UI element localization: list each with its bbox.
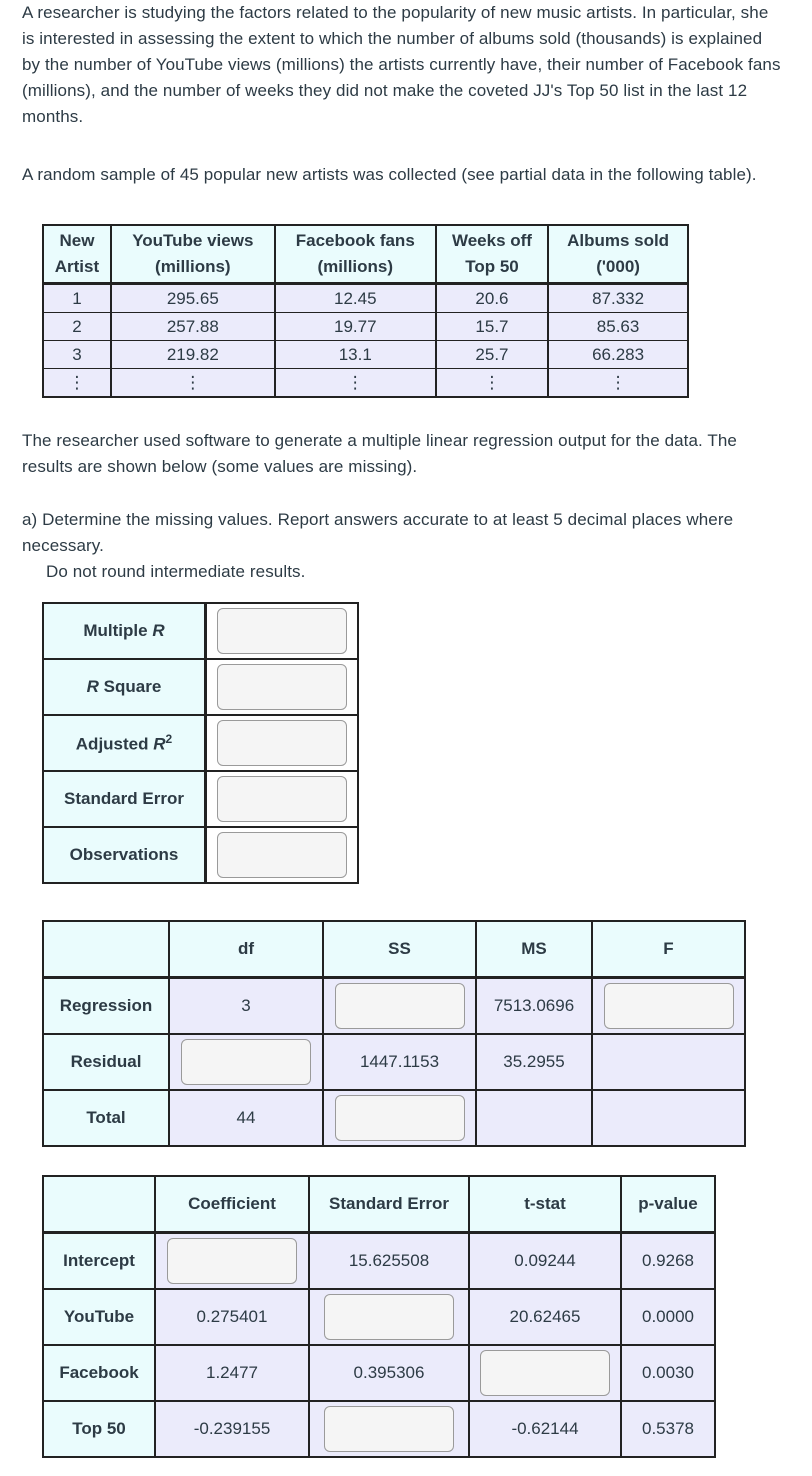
regression-label: Regression xyxy=(43,978,169,1035)
standard-error-input[interactable] xyxy=(217,776,347,822)
youtube-se-cell xyxy=(309,1289,469,1345)
total-label: Total xyxy=(43,1090,169,1146)
facebook-label: Facebook xyxy=(43,1345,155,1401)
table-row xyxy=(43,313,688,341)
header-line: Top 50 xyxy=(465,257,519,276)
header-line: (millions) xyxy=(317,257,394,276)
anova-header-ss: SS xyxy=(323,921,476,978)
coef-header-blank xyxy=(43,1176,155,1233)
multiple-r-cell xyxy=(206,603,359,659)
data-table-header-row xyxy=(43,225,688,284)
residual-df-input[interactable] xyxy=(181,1039,311,1085)
observations-cell xyxy=(206,827,359,883)
header-facebook-fans xyxy=(275,225,436,284)
residual-df-cell xyxy=(169,1034,323,1090)
ellipsis-cell: ⋮ xyxy=(111,369,275,398)
table-cell: 257.88 xyxy=(111,313,275,341)
table-cell: 3 xyxy=(43,341,111,369)
total-df: 44 xyxy=(169,1090,323,1146)
header-line: YouTube views xyxy=(132,231,254,250)
stats-row-standard-error xyxy=(43,771,358,827)
ellipsis-cell: ⋮ xyxy=(275,369,436,398)
table-cell: 66.283 xyxy=(548,341,688,369)
facebook-coef: 1.2477 xyxy=(155,1345,309,1401)
facebook-p: 0.0030 xyxy=(621,1345,715,1401)
adjusted-r2-cell xyxy=(206,715,359,771)
intercept-se: 15.625508 xyxy=(309,1233,469,1290)
stats-row-adjusted-r2 xyxy=(43,715,358,771)
youtube-label: YouTube xyxy=(43,1289,155,1345)
observations-input[interactable] xyxy=(217,832,347,878)
facebook-t-stat-input[interactable] xyxy=(480,1350,610,1396)
stats-row-multiple-r xyxy=(43,603,358,659)
top50-standard-error-input[interactable] xyxy=(324,1406,454,1452)
header-weeks-off xyxy=(436,225,548,284)
total-ss-cell xyxy=(323,1090,476,1146)
label-text: Adjusted xyxy=(75,734,154,754)
table-cell: 87.332 xyxy=(548,284,688,313)
regression-f-cell xyxy=(592,978,745,1035)
anova-header-ms: MS xyxy=(476,921,592,978)
header-youtube-views xyxy=(111,225,275,284)
label-superscript: 2 xyxy=(165,731,173,746)
table-cell: 25.7 xyxy=(436,341,548,369)
youtube-t: 20.62465 xyxy=(469,1289,621,1345)
youtube-coef: 0.275401 xyxy=(155,1289,309,1345)
table-cell: 19.77 xyxy=(275,313,436,341)
anova-row-residual xyxy=(43,1034,745,1090)
table-row xyxy=(43,284,688,313)
observations-label: Observations xyxy=(43,827,206,883)
table-cell: 20.6 xyxy=(436,284,548,313)
table-cell: 295.65 xyxy=(111,284,275,313)
residual-ms: 35.2955 xyxy=(476,1034,592,1090)
table-cell: 12.45 xyxy=(275,284,436,313)
anova-table xyxy=(42,920,746,1147)
header-line: Artist xyxy=(54,257,100,276)
anova-row-total xyxy=(43,1090,745,1146)
top50-label: Top 50 xyxy=(43,1401,155,1457)
table-cell: 2 xyxy=(43,313,111,341)
coef-row-facebook xyxy=(43,1345,715,1401)
intro-paragraph: A researcher is studying the factors related to the popularity of new music artists. In particular, she is interested in assessing the extent to which the number of albums sold (thousands) is explained by the number of YouTube views (millions) the artists currently have, their number of Facebook fans (millions), and the number of weeks they did not make the coveted JJ's Top 50 list in the last 12 months. xyxy=(22,3,781,126)
top50-coef: -0.239155 xyxy=(155,1401,309,1457)
youtube-standard-error-input[interactable] xyxy=(324,1294,454,1340)
r-square-cell xyxy=(206,659,359,715)
top50-se-cell xyxy=(309,1401,469,1457)
residual-f xyxy=(592,1034,745,1090)
table-cell: 15.7 xyxy=(436,313,548,341)
label-text: Square xyxy=(98,677,162,696)
anova-row-regression xyxy=(43,978,745,1035)
youtube-p: 0.0000 xyxy=(621,1289,715,1345)
question-a: a) Determine the missing values. Report answers accurate to at least 5 decimal places where necessary. xyxy=(22,510,734,555)
data-table xyxy=(42,224,689,398)
stats-row-observations xyxy=(43,827,358,883)
regression-statistics-table xyxy=(42,602,359,884)
coefficients-table xyxy=(42,1175,716,1458)
adjusted-r2-label xyxy=(43,715,206,771)
coef-header-standard-error: Standard Error xyxy=(309,1176,469,1233)
stats-row-r-square xyxy=(43,659,358,715)
anova-header-f: F xyxy=(592,921,745,978)
standard-error-label: Standard Error xyxy=(43,771,206,827)
table-cell: 13.1 xyxy=(275,341,436,369)
ellipsis-cell: ⋮ xyxy=(436,369,548,398)
anova-header-df: df xyxy=(169,921,323,978)
regression-df: 3 xyxy=(169,978,323,1035)
coef-header-t-stat: t-stat xyxy=(469,1176,621,1233)
regression-ss-cell xyxy=(323,978,476,1035)
header-line: Albums sold xyxy=(567,231,670,250)
anova-header-row xyxy=(43,921,745,978)
table-row xyxy=(43,341,688,369)
header-new-artist xyxy=(43,225,111,284)
header-line: Weeks off xyxy=(451,231,532,250)
table-cell: 1 xyxy=(43,284,111,313)
regression-ms: 7513.0696 xyxy=(476,978,592,1035)
coef-header-coefficient: Coefficient xyxy=(155,1176,309,1233)
top50-p: 0.5378 xyxy=(621,1401,715,1457)
multiple-r-label xyxy=(43,603,206,659)
r-square-input[interactable] xyxy=(217,664,347,710)
label-variable: R xyxy=(86,677,99,696)
header-line: Facebook fans xyxy=(295,231,415,250)
coef-row-top50 xyxy=(43,1401,715,1457)
anova-header-blank xyxy=(43,921,169,978)
label-variable: R xyxy=(153,734,166,754)
total-ss-input[interactable] xyxy=(335,1095,465,1141)
table-cell: 85.63 xyxy=(548,313,688,341)
label-variable: R xyxy=(152,621,165,640)
ellipsis-cell: ⋮ xyxy=(548,369,688,398)
header-line: New xyxy=(59,231,95,250)
intercept-t: 0.09244 xyxy=(469,1233,621,1290)
coef-header-p-value: p-value xyxy=(621,1176,715,1233)
r-square-label xyxy=(43,659,206,715)
top50-t: -0.62144 xyxy=(469,1401,621,1457)
standard-error-cell xyxy=(206,771,359,827)
rounding-note: Do not round intermediate results. xyxy=(46,562,306,581)
regression-f-input[interactable] xyxy=(604,983,734,1029)
table-row xyxy=(43,369,688,398)
adjusted-r2-input[interactable] xyxy=(217,720,347,766)
intercept-p: 0.9268 xyxy=(621,1233,715,1290)
label-text: Multiple xyxy=(83,621,153,640)
intercept-coefficient-input[interactable] xyxy=(167,1238,297,1284)
software-paragraph: The researcher used software to generate a multiple linear regression output for the data. The results are shown below (some values are missing). xyxy=(22,431,737,476)
total-ms xyxy=(476,1090,592,1146)
facebook-t-cell xyxy=(469,1345,621,1401)
table-cell: 219.82 xyxy=(111,341,275,369)
header-albums-sold xyxy=(548,225,688,284)
total-f xyxy=(592,1090,745,1146)
coef-row-intercept xyxy=(43,1233,715,1290)
coef-header-row xyxy=(43,1176,715,1233)
residual-ss: 1447.1153 xyxy=(323,1034,476,1090)
residual-label: Residual xyxy=(43,1034,169,1090)
intercept-label: Intercept xyxy=(43,1233,155,1290)
multiple-r-input[interactable] xyxy=(217,608,347,654)
header-line: (millions) xyxy=(155,257,231,276)
facebook-se: 0.395306 xyxy=(309,1345,469,1401)
sample-paragraph: A random sample of 45 popular new artists was collected (see partial data in the following table). xyxy=(22,165,757,184)
coef-row-youtube xyxy=(43,1289,715,1345)
ellipsis-cell: ⋮ xyxy=(43,369,111,398)
intercept-coef-cell xyxy=(155,1233,309,1290)
regression-ss-input[interactable] xyxy=(335,983,465,1029)
header-line: ('000) xyxy=(596,257,640,276)
